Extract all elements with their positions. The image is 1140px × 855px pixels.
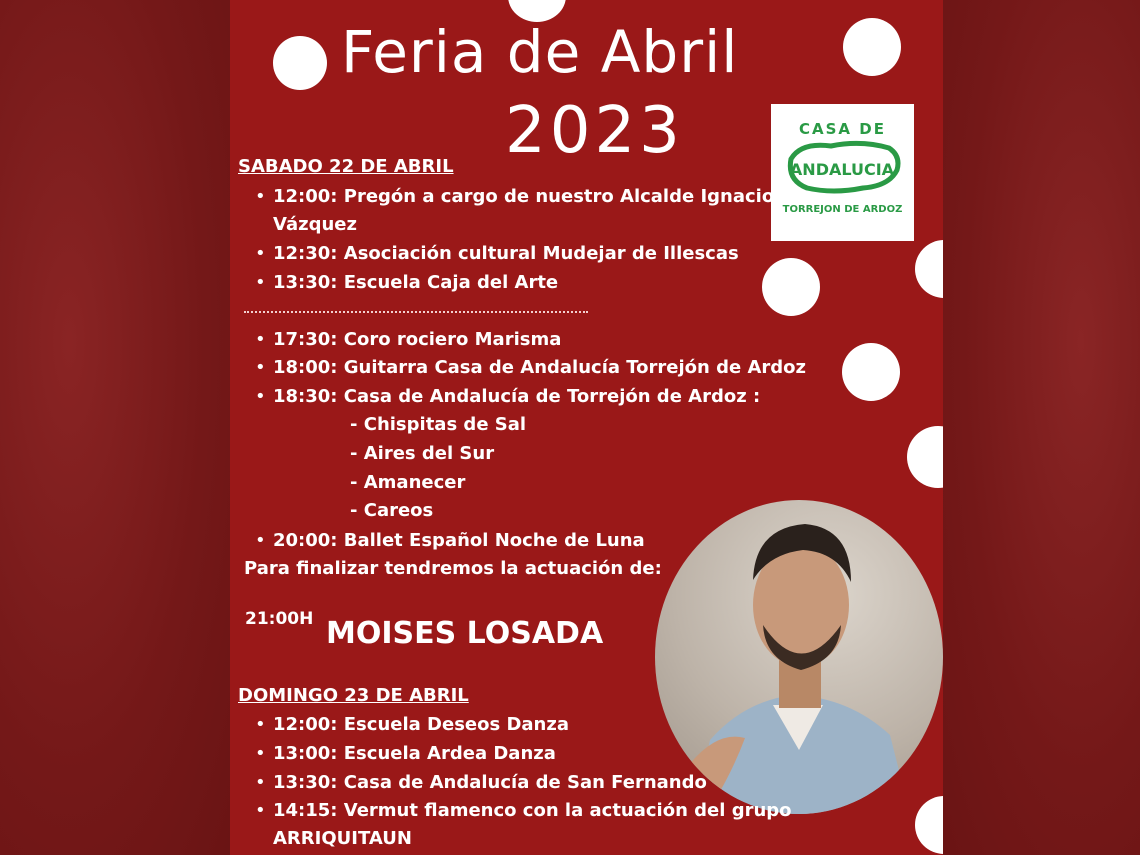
schedule-item: 20:00: Ballet Español Noche de Luna: [273, 530, 645, 551]
polka-dot: [273, 36, 327, 90]
schedule-item: Vázquez: [273, 214, 357, 235]
schedule-subitem: - Careos: [350, 500, 434, 521]
artist-time: 21:00H: [245, 609, 314, 629]
schedule-subitem: - Amanecer: [350, 472, 466, 493]
schedule-item: 12:00: Pregón a cargo de nuestro Alcalde Ignacio: [273, 186, 775, 207]
polka-dot: [915, 240, 943, 298]
bullet: •: [255, 329, 266, 350]
schedule-item: 14:15: Vermut flamenco con la actuación del grupo: [273, 800, 792, 821]
artist-portrait-icon: [655, 500, 943, 814]
bullet: •: [255, 386, 266, 407]
schedule-item: 18:30: Casa de Andalucía de Torrejón de Ardoz :: [273, 386, 761, 407]
left-blur-band: [0, 0, 230, 855]
sunday-heading: DOMINGO 23 DE ABRIL: [238, 685, 469, 706]
polka-dot: [915, 796, 943, 854]
bullet: •: [255, 243, 266, 264]
polka-dot: [762, 258, 820, 316]
schedule-item: 17:30: Coro rociero Marisma: [273, 329, 562, 350]
svg-text:ANDALUCIA: ANDALUCIA: [789, 160, 895, 179]
poster-year: 2023: [505, 94, 684, 168]
bullet: •: [255, 714, 266, 735]
schedule-item: 13:00: Escuela Ardea Danza: [273, 743, 556, 764]
schedule-item: 13:30: Escuela Caja del Arte: [273, 272, 559, 293]
logo-badge-icon: [771, 104, 914, 241]
schedule-subitem: - Chispitas de Sal: [350, 414, 527, 435]
artist-name: MOISES LOSADA: [326, 616, 604, 651]
schedule-item: 13:30: Casa de Andalucía de San Fernando: [273, 772, 707, 793]
logo-text-top: CASA DE: [799, 120, 886, 138]
casa-andalucia-logo: [771, 104, 914, 241]
bullet: •: [255, 357, 266, 378]
bullet: •: [255, 772, 266, 793]
polka-dot: [907, 426, 943, 488]
event-poster: [230, 0, 943, 855]
bullet: •: [255, 272, 266, 293]
poster-title: Feria de Abril: [341, 18, 739, 86]
artist-photo: [655, 500, 943, 814]
schedule-item: 12:30: Asociación cultural Mudejar de Illescas: [273, 243, 739, 264]
schedule-item: 12:00: Escuela Deseos Danza: [273, 714, 569, 735]
logo-text-bottom: TORREJON DE ARDOZ: [782, 204, 903, 215]
right-blur-band: [943, 0, 1140, 855]
schedule-subitem: - Aires del Sur: [350, 443, 495, 464]
polka-dot: [842, 343, 900, 401]
saturday-heading: SABADO 22 DE ABRIL: [238, 156, 454, 177]
dotted-separator: [244, 311, 588, 313]
bullet: •: [255, 800, 266, 821]
closing-text: Para finalizar tendremos la actuación de:: [244, 558, 662, 579]
polka-dot: [843, 18, 901, 76]
bullet: •: [255, 530, 266, 551]
bullet: •: [255, 186, 266, 207]
schedule-item: ARRIQUITAUN: [273, 828, 412, 849]
bullet: •: [255, 743, 266, 764]
schedule-item: 18:00: Guitarra Casa de Andalucía Torrejón de Ardoz: [273, 357, 807, 378]
